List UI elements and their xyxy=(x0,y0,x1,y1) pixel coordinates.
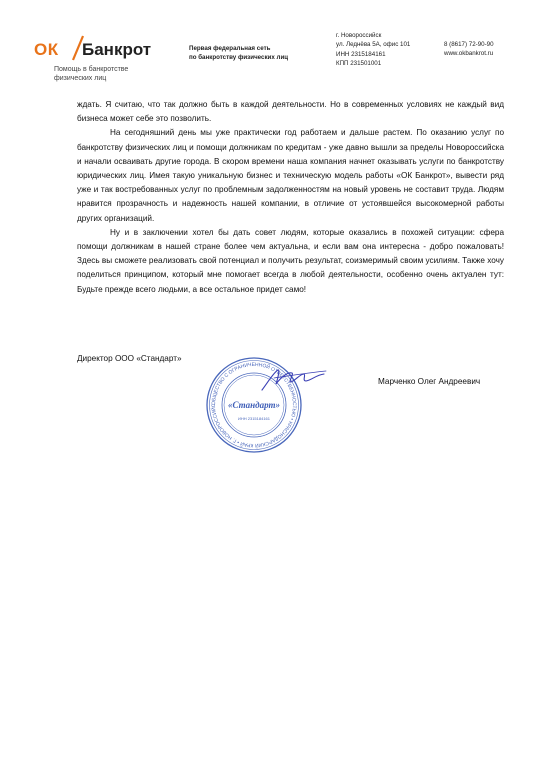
paragraph: На сегодняшний день мы уже практически год работаем и дальше растем. По оказанию услуг по банкротству физических лиц и помощи должникам по кредитам - уже давно вышли за пределы Новороссийска и начали осваивать другие города. В скором времени наша компания начнет оказывать услуги по банкротству юридических лиц. Имея такую уникальную бизнес и техническую модель работы «ОК Банкрот», вывести ряд уже и так востребованных услуг по проблемным задолженностям на новый уровень не составит труда. Людям нравится прозрачность и надежность нашей компании, в отличие от устоявшейся высокомерной работы других организаций. xyxy=(77,128,504,223)
company-logo xyxy=(34,34,164,94)
paragraph: ждать. Я считаю, что так должно быть в каждой деятельности. Но в современных условиях не каждый вид бизнеса может себе это позволить. xyxy=(77,100,504,124)
handwritten-signature xyxy=(258,364,330,396)
address-line: г. Новороссийск xyxy=(336,32,382,39)
logo-tagline-line: Помощь в банкротстве xyxy=(54,66,129,73)
logo-ok-text: ОК xyxy=(34,40,59,59)
paragraph: Ну и в заключении хотел бы дать совет людям, которые оказались в похожей ситуации: сфера помощи должникам в нашей стране более чем актуальна, и если вам она интересна - добро пожаловать! Здесь вы сможете реализовать свой потенциал и получить результат, соизмеримый своим усилиям. Также хочу поделиться принципом, который мне помогает всегда в любой деятельности, особенно очень актуален тут: Будьте прежде всего людьми, а все остальное придет само! xyxy=(77,227,504,294)
stamp-inn-text: ИНН 2315184161 xyxy=(237,416,271,421)
signatory-name: Марченко Олег Андреевич xyxy=(378,377,481,386)
stamp-ring-text: ОБЩЕСТВО С ОГРАНИЧЕННОЙ ОТВЕТСТВЕННОСТЬЮ • КРАСНОДАРСКИЙ КРАЙ • Г. НОВОРОССИЙС xyxy=(210,361,298,449)
address-line: ИНН 2315184161 xyxy=(336,50,386,58)
network-description xyxy=(189,44,288,62)
logo-tagline xyxy=(54,65,134,83)
address-line: КПП 231501001 xyxy=(336,59,382,67)
network-line: по банкротству физических лиц xyxy=(189,54,289,61)
website-link[interactable]: www.okbankrot.ru xyxy=(444,50,494,58)
logo-tagline-line: физических лиц xyxy=(54,75,107,82)
phone-number: 8 (8617) 72-90-90 xyxy=(444,41,494,48)
network-line: Первая федеральная сеть xyxy=(189,45,271,52)
stamp-center-text: «Стандарт» xyxy=(228,400,280,410)
company-contacts xyxy=(444,40,494,59)
signatory-title: Директор ООО «Стандарт» xyxy=(77,354,182,363)
letter-body xyxy=(77,98,504,297)
logo-name-text: Банкрот xyxy=(82,40,152,59)
company-address xyxy=(336,31,410,68)
address-line: ул. Леднёва 5А, офис 101 xyxy=(336,41,411,49)
